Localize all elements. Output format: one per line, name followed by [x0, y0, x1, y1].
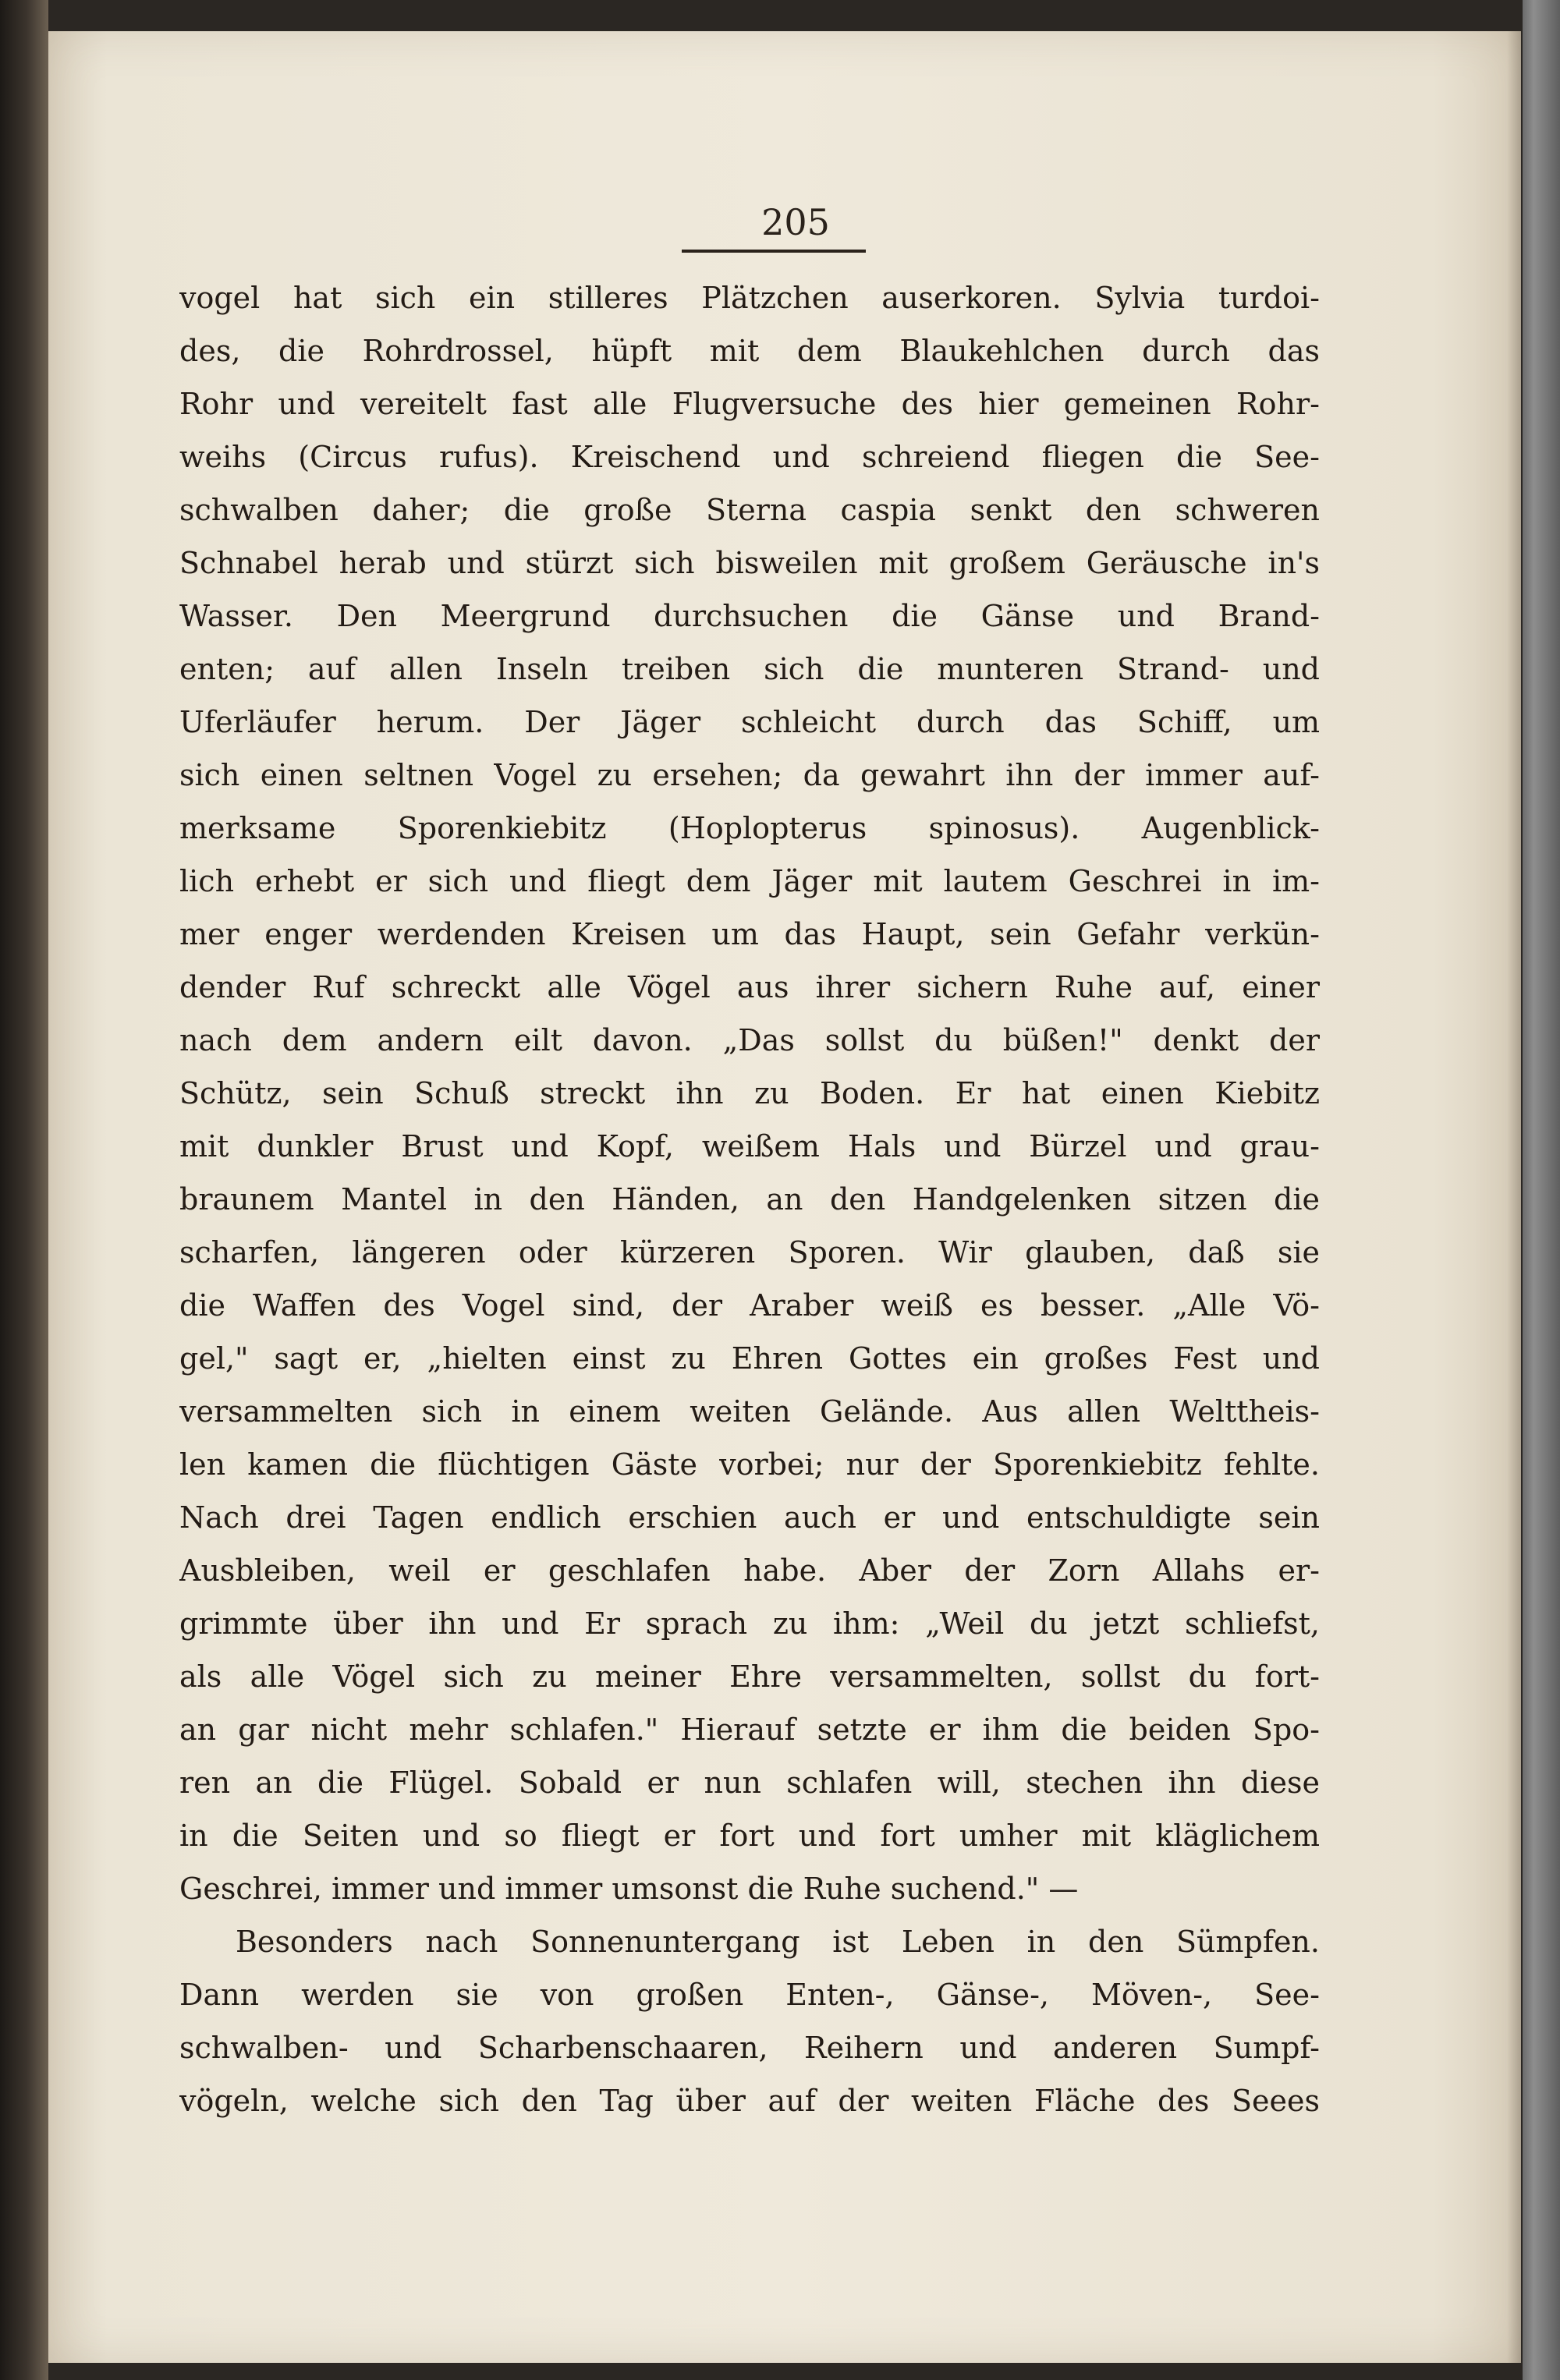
text-line: Wasser. Den Meergrund durchsuchen die Gänse und Brand-: [179, 599, 1320, 633]
text-line: len kamen die flüchtigen Gäste vorbei; nur der Sporenkiebitz fehlte.: [179, 1447, 1320, 1482]
text-line: sich einen seltnen Vogel zu ersehen; da gewahrt ihn der immer auf-: [179, 758, 1320, 792]
scan-background-left: [0, 0, 48, 2380]
text-line: braunem Mantel in den Händen, an den Handgelenken sitzen die: [179, 1182, 1320, 1217]
text-line: schwalben daher; die große Sterna caspia senkt den schweren: [179, 493, 1320, 527]
text-line: in die Seiten und so fliegt er fort und fort umher mit kläglichem: [179, 1819, 1320, 1853]
text-line: versammelten sich in einem weiten Gelände. Aus allen Welttheis-: [179, 1394, 1320, 1429]
text-line: an gar nicht mehr schlafen." Hierauf setzte er ihm die beiden Spo-: [179, 1712, 1320, 1747]
text-line: merksame Sporenkiebitz (Hoplopterus spinosus). Augenblick-: [179, 811, 1320, 845]
text-line: Schütz, sein Schuß streckt ihn zu Boden. Er hat einen Kiebitz: [179, 1076, 1320, 1110]
text-line: des, die Rohrdrossel, hüpft mit dem Blaukehlchen durch das: [179, 334, 1320, 368]
body-text: [179, 271, 1320, 2127]
text-line: mit dunkler Brust und Kopf, weißem Hals und Bürzel und grau-: [179, 1129, 1320, 1163]
text-line: weihs (Circus rufus). Kreischend und schreiend fliegen die See-: [179, 440, 1320, 474]
text-line: grimmte über ihn und Er sprach zu ihm: „Weil du jetzt schliefst,: [179, 1606, 1320, 1641]
text-line: nach dem andern eilt davon. „Das sollst du büßen!" denkt der: [179, 1023, 1320, 1057]
text-line: ren an die Flügel. Sobald er nun schlafen will, stechen ihn diese: [179, 1766, 1320, 1800]
text-line: Ausbleiben, weil er geschlafen habe. Aber der Zorn Allahs er-: [179, 1553, 1320, 1588]
book-page: [48, 31, 1521, 2363]
text-line: lich erhebt er sich und fliegt dem Jäger mit lautem Geschrei in im-: [179, 864, 1320, 898]
text-line: enten; auf allen Inseln treiben sich die munteren Strand- und: [179, 652, 1320, 686]
text-line: scharfen, längeren oder kürzeren Sporen. Wir glauben, daß sie: [179, 1235, 1320, 1270]
text-line: vogel hat sich ein stilleres Plätzchen auserkoren. Sylvia turdoi-: [179, 281, 1320, 315]
text-line: Nach drei Tagen endlich erschien auch er und entschuldigte sein: [179, 1500, 1320, 1535]
page-number-rule: [682, 250, 866, 253]
scan-background-right: [1523, 0, 1560, 2380]
text-line: Dann werden sie von großen Enten-, Gänse-, Möven-, See-: [179, 1978, 1320, 2012]
text-line: gel," sagt er, „hielten einst zu Ehren Gottes ein großes Fest und: [179, 1341, 1320, 1376]
text-line: schwalben- und Scharbenschaaren, Reihern und anderen Sumpf-: [179, 2031, 1320, 2065]
page-number: 205: [761, 201, 830, 243]
page-edge-shadow: [1507, 31, 1521, 2363]
text-line: Uferläufer herum. Der Jäger schleicht durch das Schiff, um: [179, 705, 1320, 739]
text-line: dender Ruf schreckt alle Vögel aus ihrer sichern Ruhe auf, einer: [179, 970, 1320, 1004]
text-line: Besonders nach Sonnenuntergang ist Leben in den Sümpfen.: [236, 1925, 1320, 1959]
text-line: als alle Vögel sich zu meiner Ehre versammelten, sollst du fort-: [179, 1659, 1320, 1694]
text-line: die Waffen des Vogel sind, der Araber weiß es besser. „Alle Vö-: [179, 1288, 1320, 1323]
text-line: Geschrei, immer und immer umsonst die Ruhe suchend." —: [179, 1872, 1079, 1906]
text-line: Schnabel herab und stürzt sich bisweilen mit großem Geräusche in's: [179, 546, 1320, 580]
text-line: vögeln, welche sich den Tag über auf der weiten Fläche des Seees: [179, 2084, 1320, 2118]
text-line: mer enger werdenden Kreisen um das Haupt, sein Gefahr verkün-: [179, 917, 1320, 951]
text-line: Rohr und vereitelt fast alle Flugversuche des hier gemeinen Rohr-: [179, 387, 1320, 421]
